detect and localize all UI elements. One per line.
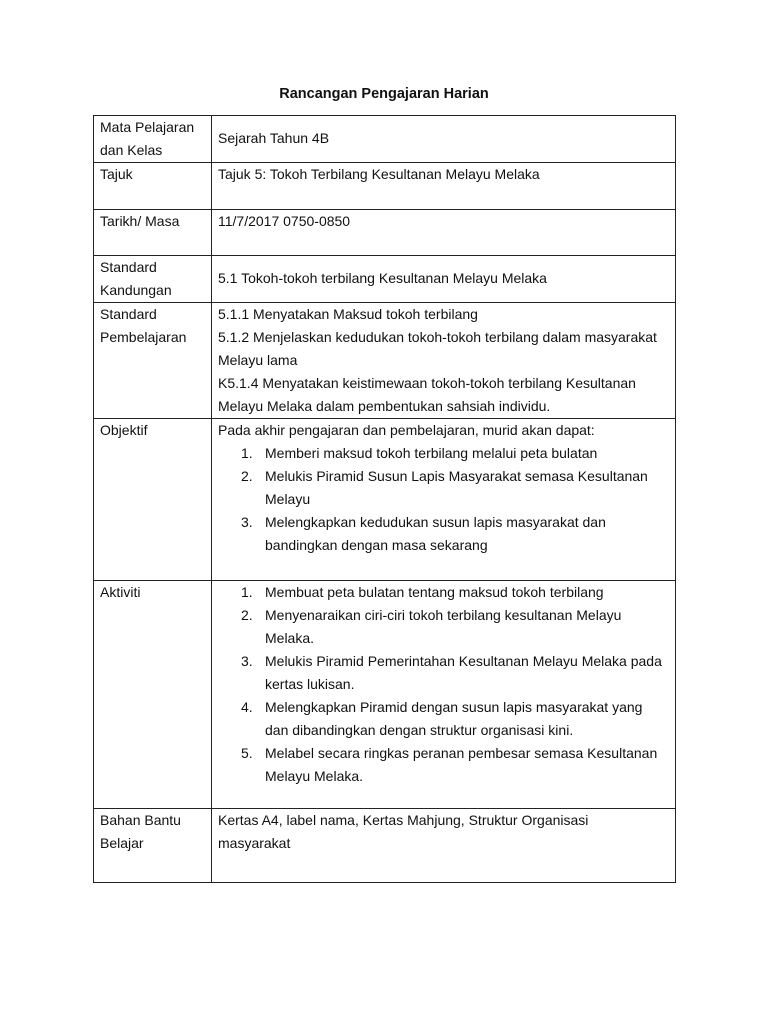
aktiviti-list: [218, 581, 669, 788]
list-item: 1. Membuat peta bulatan tentang maksud tokoh terbilang: [241, 584, 604, 600]
list-item: 3. Melukis Piramid Pemerintahan Kesultanan Melayu Melaka pada kertas lukisan.: [241, 653, 662, 692]
label-mata-pelajaran: Mata Pelajaran dan Kelas: [94, 116, 212, 163]
value-objektif: [212, 419, 676, 581]
value-standard-pembelajaran: [212, 303, 676, 419]
objektif-intro: Pada akhir pengajaran dan pembelajaran, murid akan dapat:: [218, 422, 595, 438]
value-bahan-bantu: Kertas A4, label nama, Kertas Mahjung, Struktur Organisasi masyarakat: [212, 809, 676, 883]
standard-pembelajaran-item: 5.1.2 Menjelaskan kedudukan tokoh-tokoh terbilang dalam masyarakat Melayu lama: [218, 329, 657, 368]
list-item: 3. Melengkapkan kedudukan susun lapis masyarakat dan bandingkan dengan masa sekarang: [241, 514, 606, 553]
label-bahan-bantu: Bahan Bantu Belajar: [94, 809, 212, 883]
label-aktiviti: Aktiviti: [94, 581, 212, 809]
value-mata-pelajaran: Sejarah Tahun 4B: [212, 116, 676, 163]
document-title: Rancangan Pengajaran Harian: [279, 86, 489, 102]
label-tajuk: Tajuk: [94, 163, 212, 210]
label-standard-kandungan: Standard Kandungan: [94, 256, 212, 303]
row-objektif: [94, 419, 676, 581]
standard-pembelajaran-item: 5.1.1 Menyatakan Maksud tokoh terbilang: [218, 306, 478, 322]
list-item: 4. Melengkapkan Piramid dengan susun lapis masyarakat yang dan dibandingkan dengan struktur organisasi kini.: [241, 699, 643, 738]
row-bahan-bantu: [94, 809, 676, 883]
row-standard-pembelajaran: [94, 303, 676, 419]
label-objektif: Objektif: [94, 419, 212, 581]
value-standard-kandungan: 5.1 Tokoh-tokoh terbilang Kesultanan Melayu Melaka: [212, 256, 676, 303]
label-standard-pembelajaran: Standard Pembelajaran: [94, 303, 212, 419]
row-aktiviti: [94, 581, 676, 809]
list-item: 2. Menyenaraikan ciri-ciri tokoh terbilang kesultanan Melayu Melaka.: [241, 607, 622, 646]
standard-pembelajaran-item: K5.1.4 Menyatakan keistimewaan tokoh-tokoh terbilang Kesultanan Melayu Melaka dalam pembentukan sahsiah individu.: [218, 375, 636, 414]
list-item: 1. Memberi maksud tokoh terbilang melalui peta bulatan: [241, 445, 598, 461]
label-tarikh: Tarikh/ Masa: [94, 210, 212, 256]
lesson-plan-table: [93, 115, 676, 883]
row-tajuk: [94, 163, 676, 210]
row-mata-pelajaran: [94, 116, 676, 163]
value-tajuk: Tajuk 5: Tokoh Terbilang Kesultanan Melayu Melaka: [212, 163, 676, 210]
list-item: 5. Melabel secara ringkas peranan pembesar semasa Kesultanan Melayu Melaka.: [241, 745, 658, 784]
row-tarikh: [94, 210, 676, 256]
list-item: 2. Melukis Piramid Susun Lapis Masyarakat semasa Kesultanan Melayu: [241, 468, 648, 507]
value-aktiviti: [212, 581, 676, 809]
value-tarikh: 11/7/2017 0750-0850: [212, 210, 676, 256]
objektif-list: [218, 442, 669, 557]
row-standard-kandungan: [94, 256, 676, 303]
